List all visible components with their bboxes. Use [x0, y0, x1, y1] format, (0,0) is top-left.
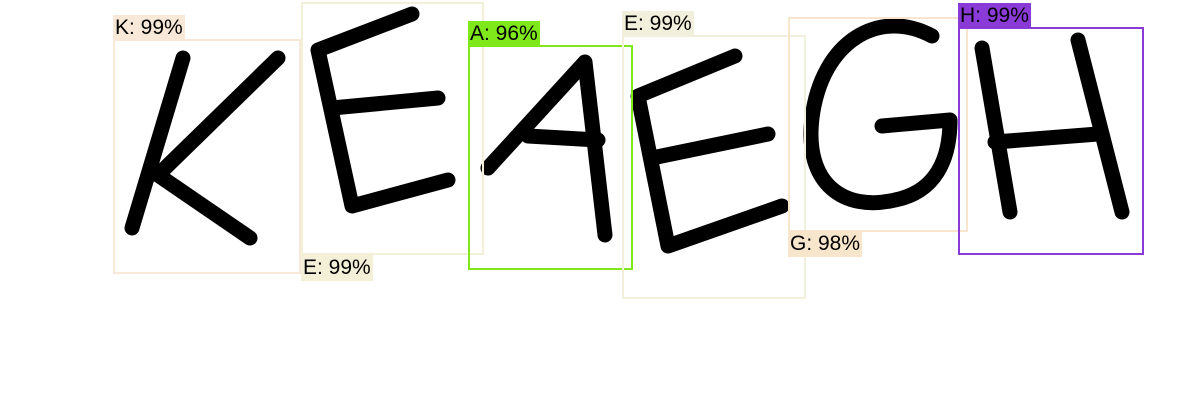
detection-label-h: H: 99% — [960, 4, 1029, 27]
detection-box-k — [113, 39, 301, 274]
detection-box-e-1 — [301, 2, 484, 255]
detection-label-g: G: 98% — [790, 232, 861, 255]
detection-label-a: A: 96% — [470, 22, 538, 45]
detection-box-e-2 — [622, 35, 806, 299]
detection-label-e-1: E: 99% — [303, 256, 371, 279]
detection-label-e-2: E: 99% — [624, 12, 692, 35]
detection-label-k: K: 99% — [115, 16, 183, 39]
detection-box-g — [788, 17, 968, 232]
detection-box-h — [958, 27, 1144, 255]
detection-box-a — [468, 45, 633, 270]
